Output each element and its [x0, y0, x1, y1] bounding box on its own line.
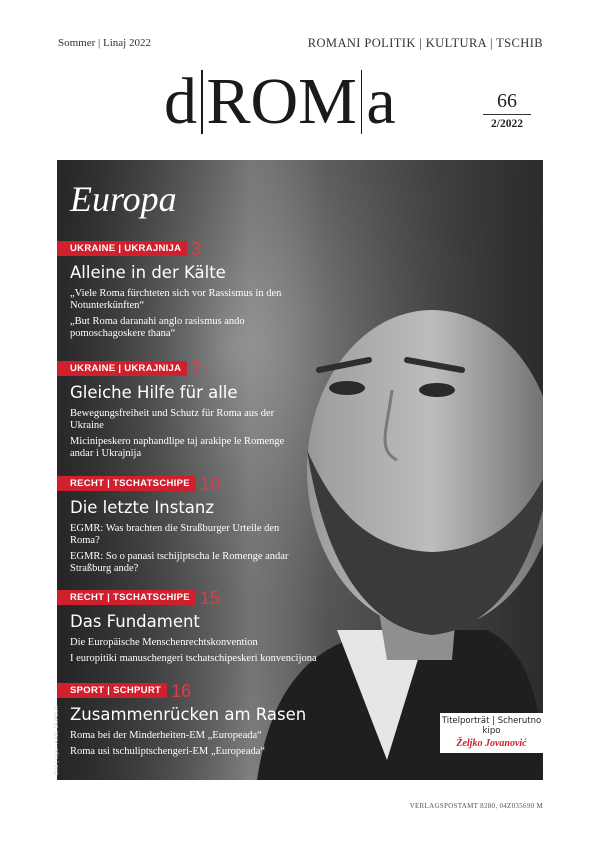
- section-list: ROMANI POLITIK | KULTURA | TSCHIB: [307, 36, 543, 50]
- section-tag: [57, 473, 220, 494]
- article-teaser[interactable]: [57, 236, 310, 340]
- article-subline: Die Europäische Menschenrechtskonvention: [70, 636, 258, 648]
- issue-year: 2/2022: [491, 118, 523, 130]
- article-subline: „Viele Roma fürchteten sich vor Rassismus in den Notunterkünften“: [70, 287, 282, 311]
- masthead-divider: [201, 70, 203, 134]
- issue-box: [483, 90, 531, 130]
- page-number: 16: [171, 680, 192, 701]
- issue-season: Sommer | Linaj 2022: [58, 37, 151, 49]
- masthead-rom: ROM: [206, 65, 357, 138]
- postal-notice: VERLAGSPOSTAMT 8280, 04Z035690 M: [409, 802, 543, 810]
- article-subline: Micinipeskero naphandlipe taj arakipe le Romenge andar i Ukrajnija: [70, 435, 285, 459]
- article-headline: Das Fundament: [70, 611, 200, 631]
- article-teaser[interactable]: [57, 585, 370, 665]
- tag-label: SPORT | SCHPURT: [57, 683, 167, 698]
- issue-number: 66: [497, 90, 517, 112]
- tag-label: RECHT | TSCHATSCHIPE: [57, 590, 196, 605]
- masthead-letter-a: a: [366, 65, 396, 138]
- article-subline: Bewegungsfreiheit und Schutz für Roma aus der Ukraine: [70, 407, 275, 431]
- article-headline: Alleine in der Kälte: [70, 262, 226, 282]
- cover-theme-title: Europa: [70, 179, 177, 219]
- article-subline: Roma bei der Minderheiten-EM „Europeada“: [70, 729, 262, 741]
- masthead-logo: [164, 62, 396, 142]
- article-subline: I europitiki manuschengeri tschatschipeskeri konvencijona: [70, 652, 317, 664]
- page-number: 3: [191, 238, 202, 259]
- article-teaser[interactable]: [57, 356, 310, 460]
- issue-rule: [483, 114, 531, 115]
- article-teaser[interactable]: [57, 471, 310, 575]
- photo-credit: Bild | kipo: AXEL DUPEUX: [54, 705, 60, 775]
- section-tag: [57, 358, 202, 379]
- article-headline: Gleiche Hilfe für alle: [70, 382, 238, 402]
- article-subline: EGMR: Was brachten die Straßburger Urteile den Roma?: [70, 522, 280, 546]
- article-teaser[interactable]: [57, 678, 370, 758]
- section-tag: [57, 680, 192, 701]
- article-headline: Zusammenrücken am Rasen: [70, 704, 307, 724]
- tag-label: RECHT | TSCHATSCHIPE: [57, 476, 196, 491]
- article-subline: EGMR: So o panasi tschijiptscha le Romenge andar Straßburg ande?: [70, 550, 289, 574]
- article-subline: Roma usi tschuliptschengeri-EM „Europeada“: [70, 745, 266, 757]
- section-tag: [57, 587, 220, 608]
- cover-portrait-caption: [440, 713, 543, 753]
- tag-label: UKRAINE | UKRAJNIJA: [57, 241, 187, 256]
- tag-label: UKRAINE | UKRAJNIJA: [57, 361, 187, 376]
- caption-label: Titelporträt | Scherutno kipo: [441, 716, 542, 736]
- section-tag: [57, 238, 202, 259]
- masthead-divider: [361, 70, 363, 134]
- page-number: 7: [191, 358, 202, 379]
- caption-name: Željko Jovanović: [456, 738, 527, 749]
- page-number: 10: [199, 473, 220, 494]
- article-headline: Die letzte Instanz: [70, 497, 215, 517]
- masthead-letter-d: d: [164, 65, 197, 138]
- article-subline: „But Roma daranahi anglo rasismus ando pomoschagoskere thana“: [70, 315, 245, 339]
- page-number: 15: [199, 587, 220, 608]
